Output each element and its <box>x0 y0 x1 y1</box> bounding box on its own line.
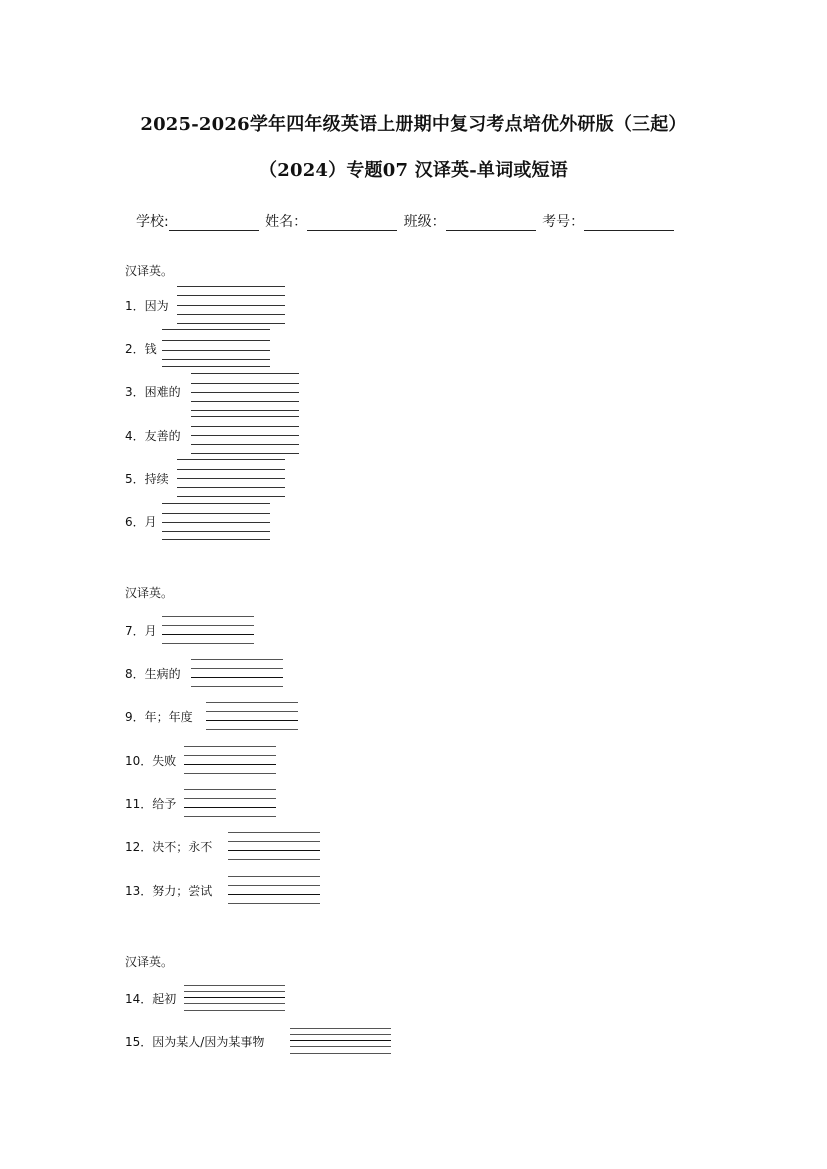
exam-no-blank[interactable] <box>584 214 674 231</box>
question-label: 8．生病的 <box>125 667 181 681</box>
question-label: 12．决不；永不 <box>125 840 213 854</box>
class-label: 班级： <box>403 214 446 230</box>
class-blank[interactable] <box>446 214 536 231</box>
question-label: 13．努力；尝试 <box>125 884 213 898</box>
title-line-2: （2024）专题07 汉译英-单词或短语 <box>259 160 568 181</box>
question-label: 3．困难的 <box>125 385 181 399</box>
question-label: 11．给予 <box>125 797 177 811</box>
question-label: 9．年；年度 <box>125 710 193 724</box>
question-label: 4．友善的 <box>125 429 181 443</box>
question-label: 5．持续 <box>125 472 169 486</box>
exam-no-label: 考号： <box>542 214 585 230</box>
question-label: 2．钱 <box>125 342 157 356</box>
section-title: 汉译英。 <box>125 955 174 969</box>
school-blank[interactable] <box>169 214 259 231</box>
question-label: 7．月 <box>125 624 157 638</box>
question-label: 14．起初 <box>125 992 177 1006</box>
question-label: 6．月 <box>125 515 157 529</box>
question-label: 1．因为 <box>125 299 169 313</box>
question-label: 10．失败 <box>125 754 177 768</box>
question-label: 15．因为某人/因为某事物 <box>125 1035 265 1049</box>
name-label: 姓名： <box>265 214 308 230</box>
section-title: 汉译英。 <box>125 264 174 278</box>
school-label: 学校: <box>136 214 169 230</box>
section-title: 汉译英。 <box>125 586 174 600</box>
student-info-row <box>136 211 676 233</box>
name-blank[interactable] <box>307 214 397 231</box>
title-line-1: 2025-2026学年四年级英语上册期中复习考点培优外研版（三起） <box>140 114 687 135</box>
